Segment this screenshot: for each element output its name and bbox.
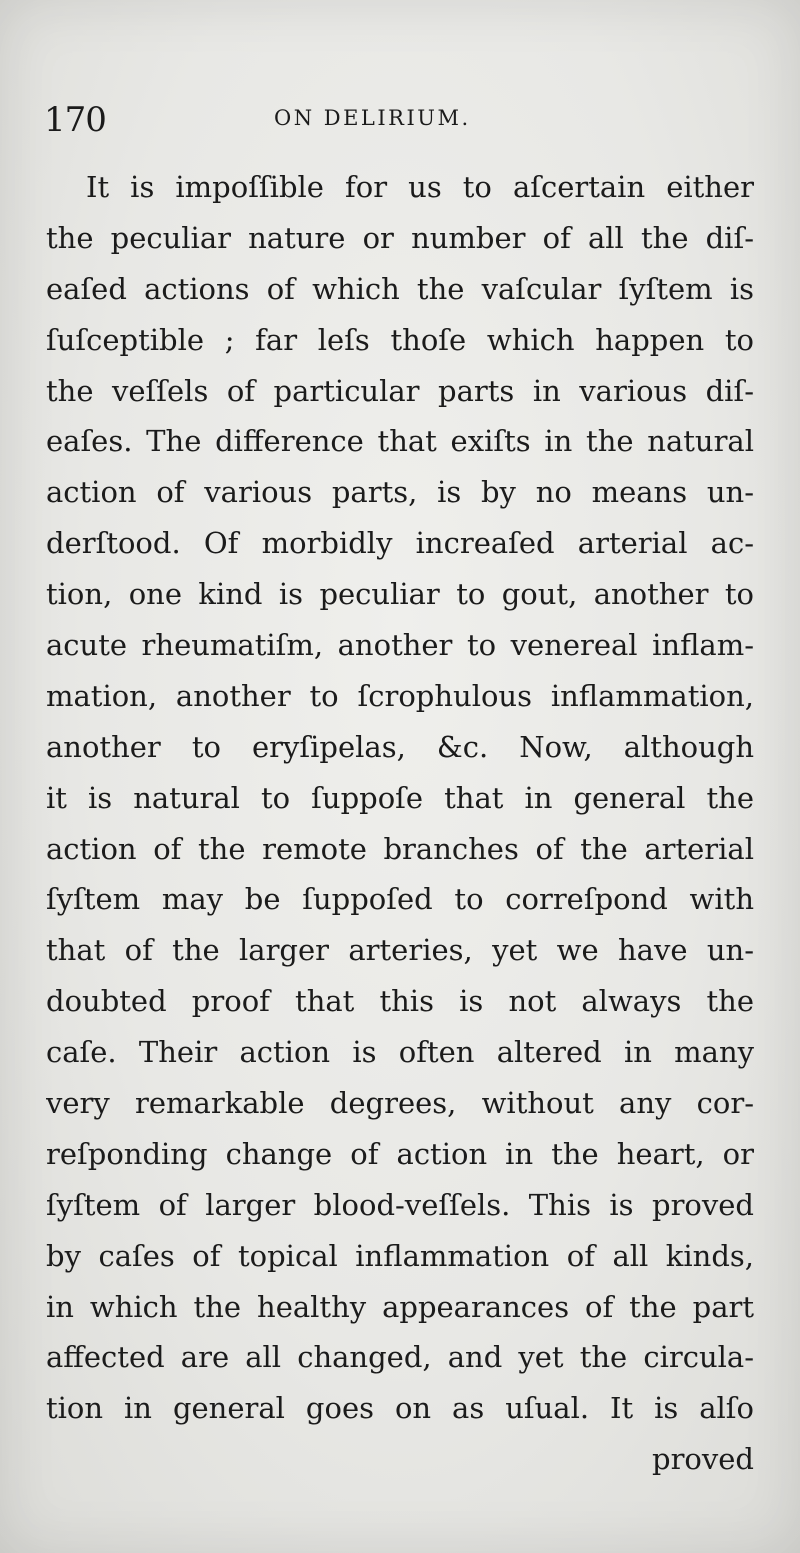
text-line: ſuſceptible ; far leſs thoſe which happen to [46,322,754,357]
text-line: action of various parts, is by no means un- [46,475,754,510]
text-line: It is impoſſible for us to aſcertain either [86,170,754,204]
body-text [46,162,754,1485]
text-line: it is natural to ſuppoſe that in general the [46,780,754,815]
text-line: reſponding change of action in the heart, or [46,1136,754,1171]
text-line: affected are all changed, and yet the circula- [46,1340,754,1375]
text-line: doubted proof that this is not always the [46,984,754,1019]
text-line: the veſſels of particular parts in various diſ- [46,373,754,408]
text-line: tion in general goes on as uſual. It is alſo [46,1391,754,1426]
text-line: acute rheumatiſm, another to venereal inflam- [46,628,754,663]
text-line: in which the healthy appearances of the part [46,1289,754,1324]
page-number: 170 [44,100,106,140]
running-head: ON DELIRIUM. [274,106,471,130]
text-line: by caſes of topical inflammation of all kinds, [46,1238,754,1273]
text-line: the peculiar nature or number of all the diſ- [46,220,754,255]
text-line: action of the remote branches of the arterial [46,831,754,866]
text-line: eaſes. The difference that exiſts in the natural [46,424,754,459]
text-line: caſe. Their action is often altered in many [46,1035,754,1070]
text-line: very remarkable degrees, without any cor- [46,1086,754,1121]
text-line: that of the larger arteries, yet we have un- [46,933,754,968]
text-line: derſtood. Of morbidly increaſed arterial ac- [46,526,754,561]
text-line: another to eryſipelas, &c. Now, although [46,729,754,764]
text-line: tion, one kind is peculiar to gout, another to [46,577,754,612]
text-line: mation, another to ſcrophulous inflammation, [46,678,754,713]
page-header [44,98,760,142]
catchword: proved [652,1442,754,1477]
text-line: ſyſtem may be ſuppoſed to correſpond with [46,882,754,917]
text-line: eaſed actions of which the vaſcular ſyſtem is [46,271,754,306]
text-line: ſyſtem of larger blood-veſſels. This is proved [46,1187,754,1222]
